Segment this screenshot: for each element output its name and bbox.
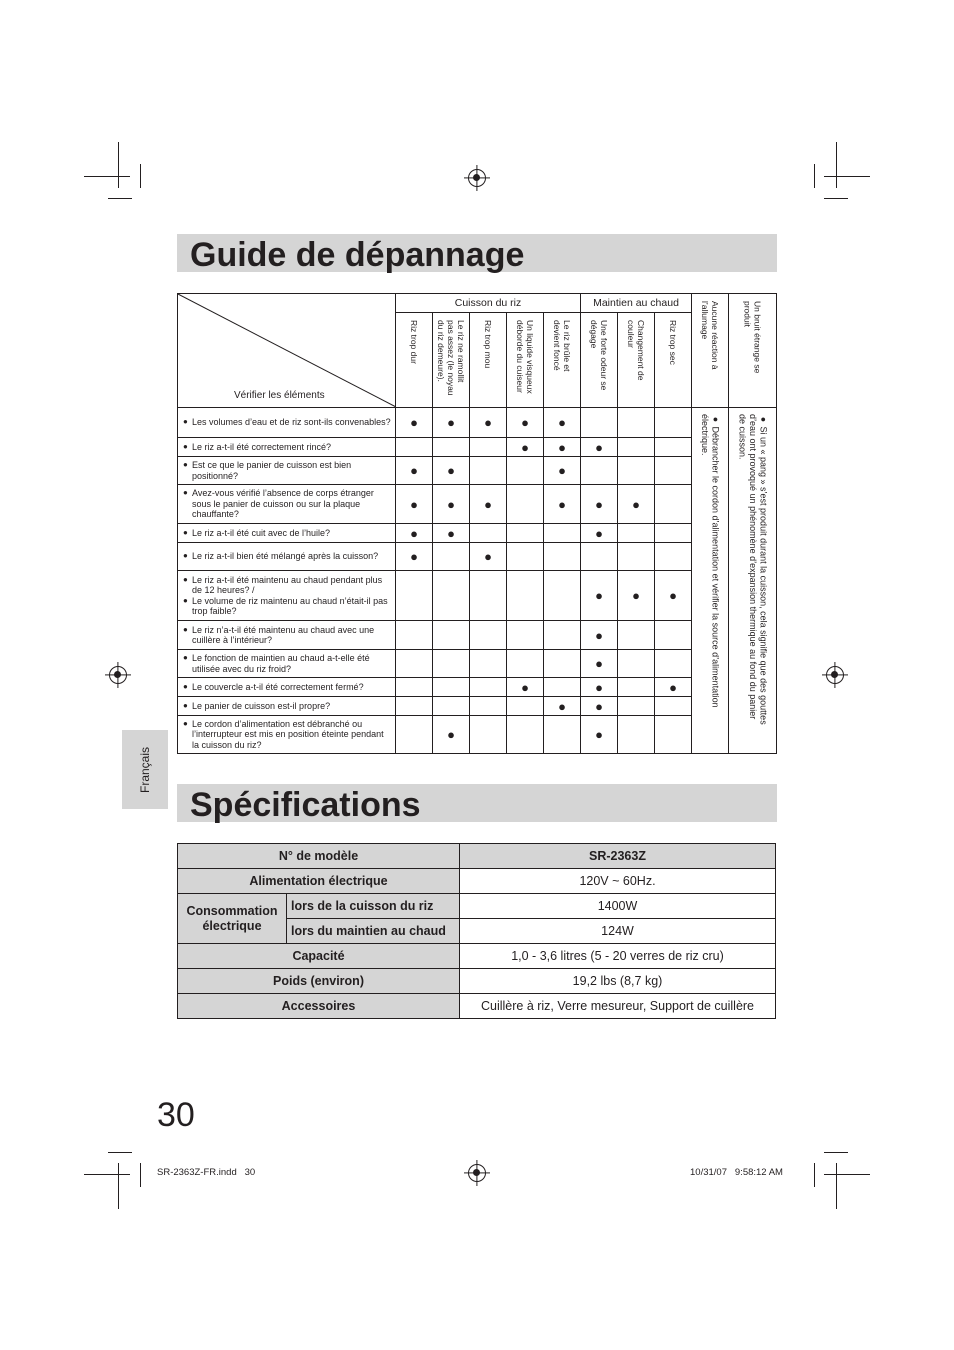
mark-cell: [470, 524, 507, 543]
mark-cell: [507, 697, 544, 716]
column-header-label: Un bruit étrange se produit: [742, 301, 763, 374]
spec-warming-label: lors du maintien au chaud: [287, 919, 460, 944]
mark-dot-icon: ●: [447, 463, 455, 478]
mark-dot-icon: ●: [558, 496, 566, 512]
mark-dot-icon: ●: [595, 656, 603, 671]
mark-dot-icon: ●: [669, 679, 677, 695]
mark-cell: [396, 697, 433, 716]
check-item-line: [183, 701, 391, 712]
noise-note: ● Si un « pang » s’est produit durant la cuisson, cela signifie que des gouttes d’eau ont provoqué un phénomène d’expansion thermique au fond du panier de cuisson.: [737, 414, 769, 725]
mark-dot-icon: ●: [558, 415, 566, 430]
mark-cell: [396, 571, 433, 621]
corner-cell: [178, 294, 396, 408]
table-row: [178, 697, 777, 716]
column-header-label: Un liquide visqueux déborde du cuiseur: [515, 320, 535, 394]
mark-cell: [396, 457, 433, 485]
spec-power-supply-label: Alimentation électrique: [178, 869, 460, 894]
mark-cell: [396, 650, 433, 678]
mark-dot-icon: ●: [632, 588, 640, 603]
spec-cooking-value: 1400W: [460, 894, 776, 919]
bullet-icon: ●: [183, 574, 188, 584]
bullet-icon: ●: [183, 460, 188, 469]
column-header-label: Riz trop mou: [483, 320, 493, 369]
check-item: [178, 678, 396, 697]
mark-dot-icon: ●: [558, 439, 566, 455]
check-item-text: Avez-vous vérifié l’absence de corps étranger sous le panier de cuisson ou sur la plaque chauffante?: [192, 488, 374, 520]
spec-accessories-label: Accessoires: [178, 994, 460, 1019]
spec-cooking-label: lors de la cuisson du riz: [287, 894, 460, 919]
mark-cell: [655, 621, 692, 650]
mark-dot-icon: ●: [447, 496, 455, 512]
mark-cell: [581, 697, 618, 716]
mark-dot-icon: ●: [521, 415, 529, 430]
mark-cell: [655, 438, 692, 457]
check-item-line: [183, 442, 391, 453]
column-header: [581, 313, 618, 408]
mark-cell: [470, 457, 507, 485]
check-item: [178, 716, 396, 754]
mark-cell: [507, 457, 544, 485]
column-header-label: Aucune réaction à l’allumage: [700, 301, 720, 370]
mark-cell: [655, 524, 692, 543]
mark-cell: [470, 650, 507, 678]
column-header: [396, 313, 433, 408]
mark-cell: [433, 716, 470, 754]
mark-dot-icon: ●: [410, 549, 418, 564]
mark-dot-icon: ●: [484, 496, 492, 512]
mark-dot-icon: ●: [595, 496, 603, 512]
check-item-text: Les volumes d’eau et de riz sont-ils convenables?: [192, 417, 391, 428]
column-header-label: Une forte odeur se dégage: [589, 320, 609, 391]
mark-cell: [581, 571, 618, 621]
spec-model-value: SR-2363Z: [460, 844, 776, 869]
mark-cell: [396, 716, 433, 754]
mark-cell: [396, 438, 433, 457]
check-item: [178, 650, 396, 678]
check-item-text: Le cordon d’alimentation est débranché ou l’interrupteur est mis en position éteinte pendant la cuisson du riz?: [192, 718, 384, 750]
mark-cell: [507, 571, 544, 621]
registration-mark-bottom-icon: [468, 1164, 486, 1182]
mark-cell: [618, 524, 655, 543]
mark-cell: [507, 650, 544, 678]
mark-cell: [507, 485, 544, 524]
table-row: [178, 408, 777, 438]
mark-dot-icon: ●: [558, 463, 566, 478]
check-item-text: Le riz a-t-il été cuit avec de l’huile?: [192, 527, 331, 538]
mark-cell: [433, 621, 470, 650]
mark-cell: [655, 408, 692, 438]
spec-row-capacity: [178, 944, 776, 969]
mark-dot-icon: ●: [410, 525, 418, 541]
mark-cell: [581, 650, 618, 678]
mark-cell: [655, 716, 692, 754]
column-header-label: Le riz ne ramollit pas assez (le noyau du riz demeure).: [436, 320, 466, 396]
mark-dot-icon: ●: [447, 727, 455, 742]
mark-cell: [507, 543, 544, 571]
language-tab-label: Français: [138, 746, 152, 793]
mark-cell: [655, 678, 692, 697]
column-header: [618, 313, 655, 408]
check-item-text: Le riz a-t-il bien été mélangé après la cuisson?: [192, 551, 379, 562]
mark-cell: [581, 524, 618, 543]
bullet-icon: ●: [183, 595, 188, 605]
specifications-title-bar: [177, 784, 777, 822]
spec-capacity-label: Capacité: [178, 944, 460, 969]
mark-cell: [470, 621, 507, 650]
check-item-line: [183, 488, 391, 520]
mark-cell: [507, 408, 544, 438]
mark-cell: [433, 524, 470, 543]
troubleshooting-table: [177, 293, 777, 754]
mark-dot-icon: ●: [410, 463, 418, 478]
spec-capacity-value: 1,0 - 3,6 litres (5 - 20 verres de riz cru): [460, 944, 776, 969]
page-number: 30: [157, 1096, 195, 1134]
troubleshooting-header-row: [178, 294, 777, 313]
check-item-line: [183, 460, 391, 481]
group-header-warming: Maintien au chaud: [581, 294, 692, 313]
specifications-table: [177, 843, 776, 1019]
mark-dot-icon: ●: [632, 496, 640, 512]
column-header: [692, 294, 729, 408]
column-header: [433, 313, 470, 408]
bullet-icon: ●: [183, 441, 188, 451]
footer-file: SR-2363Z-FR.indd 30: [157, 1167, 256, 1178]
mark-cell: [396, 678, 433, 697]
mark-cell: [581, 457, 618, 485]
mark-cell: [396, 408, 433, 438]
spec-row-weight: [178, 969, 776, 994]
mark-cell: [507, 524, 544, 543]
mark-cell: [618, 650, 655, 678]
mark-cell: [433, 438, 470, 457]
bullet-icon: ●: [183, 551, 188, 561]
check-item: [178, 543, 396, 571]
mark-cell: [618, 716, 655, 754]
mark-cell: [581, 485, 618, 524]
bullet-icon: ●: [183, 681, 188, 691]
column-header: [729, 294, 777, 408]
mark-cell: [581, 621, 618, 650]
mark-dot-icon: ●: [595, 698, 603, 714]
spec-row-accessories: [178, 994, 776, 1019]
check-item: [178, 697, 396, 716]
specifications-title: Spécifications: [190, 786, 421, 824]
mark-cell: [544, 650, 581, 678]
check-item-line: [183, 653, 391, 674]
mark-cell: [470, 697, 507, 716]
check-item-text: Le riz a-t-il été correctement rincé?: [192, 441, 332, 452]
no-power-note: ● Débrancher le cordon d’alimentation et vérifier la source d’alimentation électrique.: [700, 414, 721, 708]
mark-cell: [433, 697, 470, 716]
mark-cell: [470, 485, 507, 524]
table-row: [178, 524, 777, 543]
mark-cell: [544, 457, 581, 485]
bullet-icon: ●: [183, 417, 188, 427]
check-item: [178, 457, 396, 485]
mark-cell: [618, 697, 655, 716]
mark-cell: [581, 438, 618, 457]
mark-cell: [655, 650, 692, 678]
mark-dot-icon: ●: [447, 525, 455, 541]
check-item: [178, 485, 396, 524]
mark-cell: [433, 650, 470, 678]
mark-cell: [396, 621, 433, 650]
no-power-note-cell: [692, 408, 729, 754]
check-item-line: [183, 528, 391, 539]
mark-cell: [544, 408, 581, 438]
mark-cell: [507, 438, 544, 457]
mark-cell: [544, 524, 581, 543]
spec-row-power-supply: [178, 869, 776, 894]
mark-cell: [507, 621, 544, 650]
check-item-text: Est ce que le panier de cuisson est bien positionné?: [192, 460, 352, 481]
table-row: [178, 485, 777, 524]
check-item: [178, 571, 396, 621]
spec-accessories-value: Cuillère à riz, Verre mesureur, Support de cuillère: [460, 994, 776, 1019]
mark-cell: [618, 408, 655, 438]
column-header: [507, 313, 544, 408]
spec-row-model: [178, 844, 776, 869]
mark-dot-icon: ●: [669, 588, 677, 603]
check-item-line: [183, 417, 391, 428]
mark-cell: [470, 438, 507, 457]
check-item-text: Le couvercle a-t-il été correctement fermé?: [192, 681, 364, 692]
column-header-label: Riz trop sec: [668, 320, 678, 365]
mark-cell: [544, 697, 581, 716]
mark-cell: [433, 678, 470, 697]
column-header: [470, 313, 507, 408]
mark-cell: [507, 678, 544, 697]
registration-mark-top-icon: [468, 169, 486, 187]
mark-cell: [470, 543, 507, 571]
column-header: [544, 313, 581, 408]
spec-row-cooking: [178, 894, 776, 919]
check-item-line: [183, 596, 391, 617]
footer-timestamp: 10/31/07 9:58:12 AM: [690, 1167, 783, 1178]
mark-dot-icon: ●: [595, 627, 603, 643]
check-item-line: [183, 551, 391, 562]
mark-cell: [433, 571, 470, 621]
registration-mark-left-icon: [109, 666, 127, 684]
table-row: [178, 650, 777, 678]
mark-cell: [655, 697, 692, 716]
mark-cell: [544, 438, 581, 457]
check-item: [178, 438, 396, 457]
check-item-line: [183, 575, 391, 596]
mark-dot-icon: ●: [595, 679, 603, 695]
table-row: [178, 716, 777, 754]
table-row: [178, 678, 777, 697]
table-row: [178, 543, 777, 571]
check-item-text: Le panier de cuisson est-il propre?: [192, 700, 331, 711]
column-header-label: Le riz brûle et devient foncé: [552, 320, 572, 372]
spec-power-supply-value: 120V ~ 60Hz.: [460, 869, 776, 894]
mark-cell: [618, 485, 655, 524]
bullet-icon: ●: [183, 700, 188, 710]
corner-label: Vérifier les éléments: [234, 390, 325, 401]
mark-cell: [655, 485, 692, 524]
mark-cell: [470, 716, 507, 754]
mark-dot-icon: ●: [595, 588, 603, 603]
table-row: [178, 571, 777, 621]
mark-cell: [618, 678, 655, 697]
mark-cell: [396, 524, 433, 543]
mark-cell: [655, 457, 692, 485]
mark-cell: [618, 571, 655, 621]
check-item-line: [183, 682, 391, 693]
mark-cell: [544, 621, 581, 650]
check-item-text: Le riz n’a-t-il été maintenu au chaud avec une cuillère à l’intérieur?: [192, 624, 375, 645]
mark-cell: [655, 571, 692, 621]
spec-weight-value: 19,2 lbs (8,7 kg): [460, 969, 776, 994]
check-item: [178, 524, 396, 543]
table-row: [178, 438, 777, 457]
check-item: [178, 621, 396, 650]
mark-cell: [544, 571, 581, 621]
mark-cell: [470, 571, 507, 621]
table-row: [178, 621, 777, 650]
bullet-icon: ●: [183, 718, 188, 728]
spec-warming-value: 124W: [460, 919, 776, 944]
bullet-icon: ●: [183, 653, 188, 662]
mark-dot-icon: ●: [595, 439, 603, 455]
spec-weight-label: Poids (environ): [178, 969, 460, 994]
mark-dot-icon: ●: [558, 698, 566, 714]
mark-cell: [618, 438, 655, 457]
mark-cell: [396, 543, 433, 571]
mark-cell: [618, 457, 655, 485]
registration-mark-right-icon: [826, 666, 844, 684]
check-item-line: [183, 625, 391, 646]
mark-cell: [655, 543, 692, 571]
check-item-text: Le fonction de maintien au chaud a-t-elle été utilisée avec du riz froid?: [192, 653, 370, 674]
column-header-label: Riz trop dur: [409, 320, 419, 364]
mark-cell: [544, 543, 581, 571]
check-item-line: [183, 719, 391, 751]
mark-dot-icon: ●: [484, 415, 492, 430]
check-item-text: Le volume de riz maintenu au chaud n’était-il pas trop faible?: [192, 595, 388, 616]
check-item: [178, 408, 396, 438]
mark-cell: [470, 678, 507, 697]
bullet-icon: ●: [183, 488, 188, 498]
bullet-icon: ●: [183, 624, 188, 634]
spec-consumption-label: Consommation électrique: [178, 894, 287, 944]
spec-model-label: N° de modèle: [178, 844, 460, 869]
mark-cell: [544, 678, 581, 697]
column-header: [655, 313, 692, 408]
mark-dot-icon: ●: [521, 439, 529, 455]
mark-cell: [581, 716, 618, 754]
mark-cell: [618, 621, 655, 650]
mark-dot-icon: ●: [447, 415, 455, 430]
mark-dot-icon: ●: [595, 525, 603, 541]
mark-dot-icon: ●: [410, 496, 418, 512]
bullet-icon: ●: [183, 527, 188, 537]
mark-cell: [544, 485, 581, 524]
troubleshooting-title-bar: [177, 234, 777, 272]
mark-dot-icon: ●: [484, 549, 492, 564]
mark-dot-icon: ●: [521, 679, 529, 695]
mark-cell: [618, 543, 655, 571]
mark-cell: [433, 457, 470, 485]
troubleshooting-title: Guide de dépannage: [190, 236, 525, 274]
mark-cell: [433, 543, 470, 571]
column-header-label: Changement de couleur: [626, 320, 646, 381]
table-row: [178, 457, 777, 485]
mark-cell: [507, 716, 544, 754]
mark-dot-icon: ●: [595, 727, 603, 742]
mark-dot-icon: ●: [410, 415, 418, 430]
mark-cell: [470, 408, 507, 438]
mark-cell: [581, 678, 618, 697]
mark-cell: [396, 485, 433, 524]
group-header-cooking: Cuisson du riz: [396, 294, 581, 313]
mark-cell: [581, 543, 618, 571]
check-item-text: Le riz a-t-il été maintenu au chaud pendant plus de 12 heures? /: [192, 574, 383, 595]
mark-cell: [581, 408, 618, 438]
mark-cell: [433, 485, 470, 524]
mark-cell: [544, 716, 581, 754]
language-tab: [122, 730, 168, 809]
noise-note-cell: [729, 408, 777, 754]
mark-cell: [433, 408, 470, 438]
